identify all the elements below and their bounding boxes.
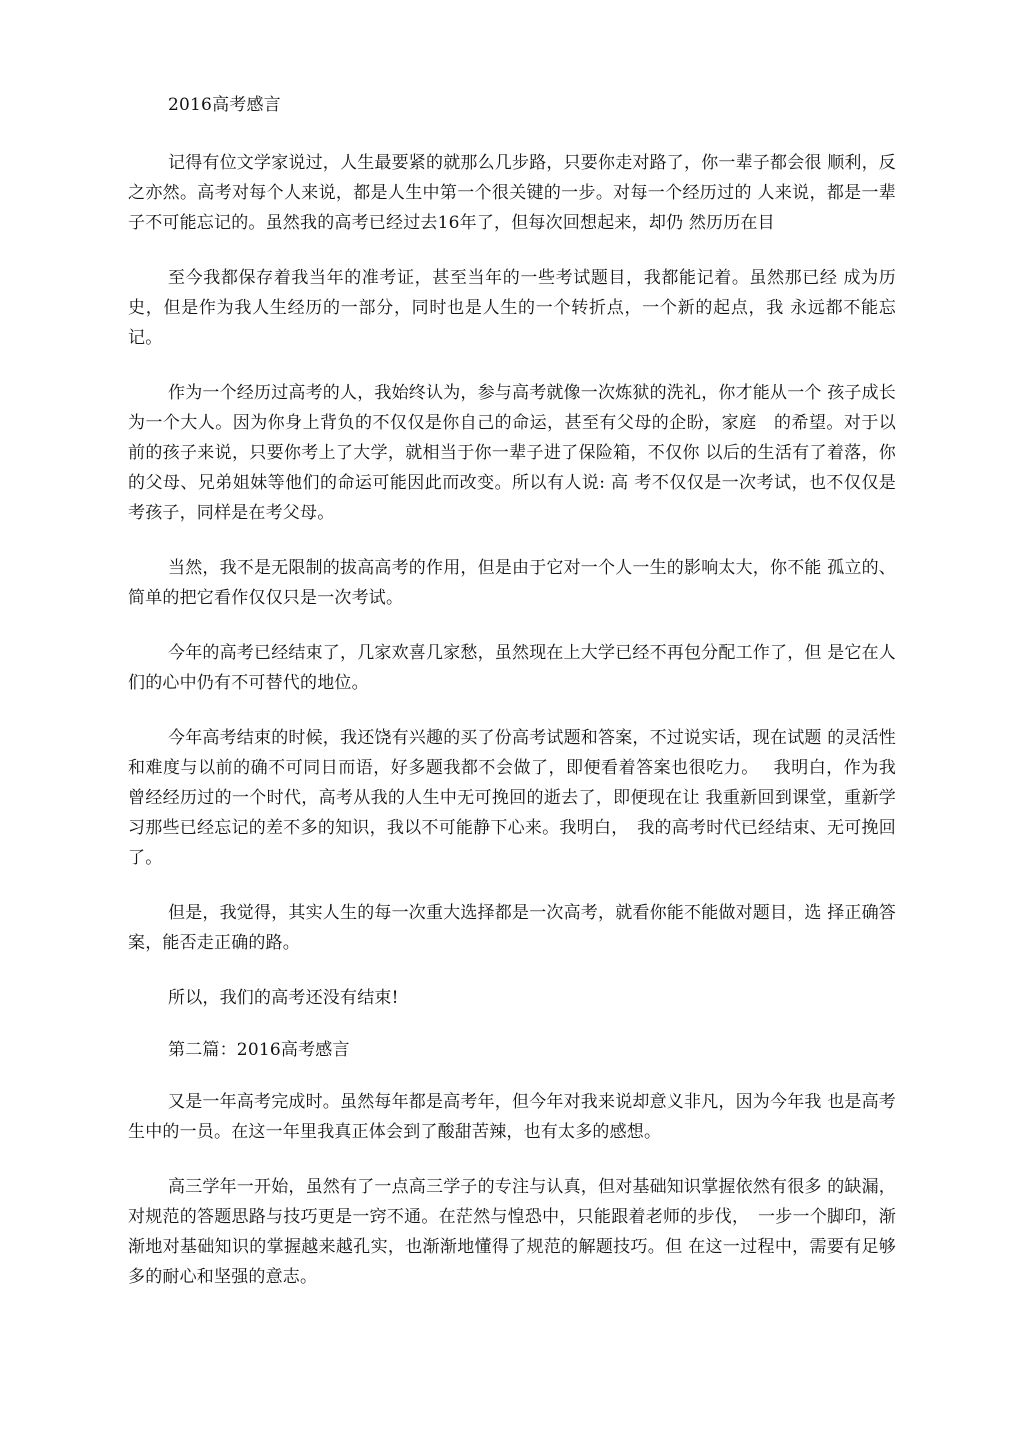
document-body <box>128 90 896 1317</box>
paragraph: 今年高考结束的时候，我还饶有兴趣的买了份高考试题和答案，不过说实话，现在试题 的灵活性和难度与以前的确不可同日而语，好多题我都不会做了，即便看着答案也很吃力。 我明白，作为我曾经经历过的一个时代，高考从我的人生中无可挽回的逝去了，即便现在让 我重新回到课堂，重新学习那些已经忘记的差不多的知识，我以不可能静下心来。我明白， 我的高考时代已经结束、无可挽回了。 <box>128 728 897 868</box>
paragraph: 记得有位文学家说过，人生最要紧的就那么几步路，只要你走对路了，你一辈子都会很 顺利，反之亦然。高考对每个人来说，都是人生中第一个很关键的一步。对每一个经历过的 人来说，都是一辈子不可能忘记的。虽然我的高考已经过去16年了，但每次回想起来，却仍 然历历在目 <box>128 153 897 233</box>
paragraph: 作为一个经历过高考的人，我始终认为，参与高考就像一次炼狱的洗礼，你才能从一个 孩子成长为一个大人。因为你身上背负的不仅仅是你自己的命运，甚至有父母的企盼，家庭 的希望。对于以前的孩子来说，只要你考上了大学，就相当于你一辈子进了保险箱，不仅你 以后的生活有了着落，你的父母、兄弟姐妹等他们的命运可能因此而改变。所以有人说: 高 考不仅仅是一次考试，也不仅仅是考孩子，同样是在考父母。 <box>128 383 897 523</box>
paragraph: 至今我都保存着我当年的准考证，甚至当年的一些考试题目，我都能记着。虽然那已经 成为历史，但是作为我人生经历的一部分，同时也是人生的一个转折点，一个新的起点，我 永远都不能忘记。 <box>128 268 896 348</box>
paragraph: 当然，我不是无限制的拔高高考的作用，但是由于它对一个人一生的影响太大，你不能 孤立的、简单的把它看作仅仅只是一次考试。 <box>128 558 897 608</box>
section-title: 第二篇：2016高考感言 <box>168 1040 350 1060</box>
paragraph: 高三学年一开始，虽然有了一点高三学子的专注与认真，但对基础知识掌握依然有很多 的缺漏，对规范的答题思路与技巧更是一窍不通。在茫然与惶恐中，只能跟着老师的步伐， 一步一个脚印，渐渐地对基础知识的掌握越来越孔实，也渐渐地懂得了规范的解题技巧。但 在这一过程中，需要有足够多的耐心和坚强的意志。 <box>128 1177 897 1287</box>
paragraph: 今年的高考已经结束了，几家欢喜几家愁，虽然现在上大学已经不再包分配工作了，但 是它在人们的心中仍有不可替代的地位。 <box>128 643 897 693</box>
paragraph: 所以，我们的高考还没有结束! <box>168 988 399 1008</box>
paragraph: 又是一年高考完成时。虽然每年都是高考年，但今年对我来说却意义非凡，因为今年我 也是高考生中的一员。在这一年里我真正体会到了酸甜苦辣，也有太多的感想。 <box>128 1092 897 1142</box>
paragraph: 但是，我觉得，其实人生的每一次重大选择都是一次高考，就看你能不能做对题目，选 择正确答案，能否走正确的路。 <box>128 903 897 953</box>
document-title: 2016高考感言 <box>168 95 281 115</box>
